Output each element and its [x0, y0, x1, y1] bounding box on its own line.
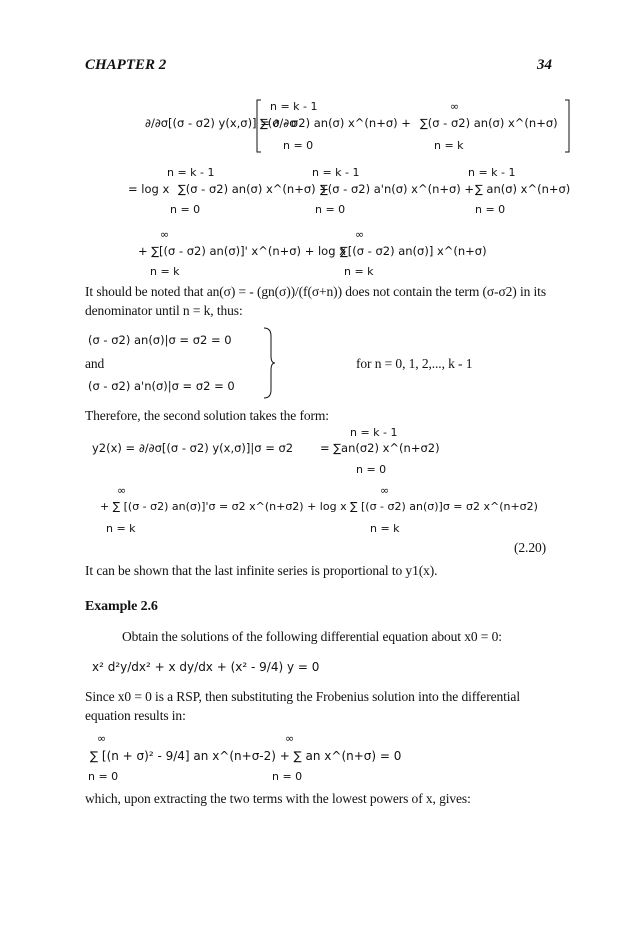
sum-upper-limit-infinity: ∞ — [380, 484, 390, 497]
ode-equation: x² d²y/dx² + x dy/dx + (x² - 9/4) y = 0 — [92, 660, 320, 674]
sum-upper-limit-infinity: ∞ — [450, 100, 460, 113]
sum-upper-limit: n = k - 1 — [312, 166, 360, 179]
sum-upper-limit-infinity: ∞ — [160, 228, 170, 241]
sum-upper-limit-infinity: ∞ — [117, 484, 127, 497]
sum-upper-limit: n = k - 1 — [468, 166, 516, 179]
y2-first-sum: = ∑an(σ2) x^(n+σ2) — [320, 441, 440, 455]
frobenius-equation: ∑ [(n + σ)² - 9/4] an x^(n+σ-2) + ∑ an x^(n+σ) = 0 — [90, 749, 402, 763]
equation-line2-prefix: = log x — [128, 182, 170, 196]
range-text: for n = 0, 1, 2,..., k - 1 — [356, 356, 473, 371]
sum-upper-limit: n = k - 1 — [167, 166, 215, 179]
sum-lower-limit: n = 0 — [315, 203, 346, 216]
equation-line2-term2: ∑(σ - σ2) a'n(σ) x^(n+σ) + — [320, 182, 475, 196]
sum-upper-limit-infinity: ∞ — [285, 732, 295, 745]
body-text: It should be noted that an(σ) = - (gn(σ))/(f(σ+n)) does not contain the term (σ-σ2) in its — [85, 284, 546, 299]
body-text: which, upon extracting the two terms with the lowest powers of x, gives: — [85, 791, 471, 806]
sum-lower-limit: n = 0 — [356, 463, 387, 476]
big-bracket — [255, 98, 575, 154]
sum-lower-limit: n = k — [434, 139, 464, 152]
sum-lower-limit: n = k — [344, 265, 374, 278]
y2-second-line: + ∑ [(σ - σ2) an(σ)]'σ = σ2 x^(n+σ2) + log x ∑ [(σ - σ2) an(σ)]σ = σ2 x^(n+σ2) — [100, 500, 538, 513]
chapter-heading: CHAPTER 2 — [85, 57, 167, 73]
body-text: equation results in: — [85, 708, 186, 723]
and-word: and — [85, 356, 105, 371]
sum-upper-limit: n = k - 1 — [270, 100, 318, 113]
equation-line1-term2: ∑(σ - σ2) an(σ) x^(n+σ) — [420, 116, 558, 130]
equation-line3-term1: + ∑[(σ - σ2) an(σ)]' x^(n+σ) + log x — [138, 244, 346, 258]
body-text: denominator until n = k, thus: — [85, 303, 243, 318]
example-heading: Example 2.6 — [85, 599, 158, 614]
body-text: Since x0 = 0 is a RSP, then substituting the Frobenius solution into the differential — [85, 689, 520, 704]
sum-lower-limit: n = k — [106, 522, 136, 535]
equation-line1-lhs: ∂/∂σ[(σ - σ2) y(x,σ)] = ∂/∂σ — [145, 116, 297, 130]
equation-line2-term3: ∑ an(σ) x^(n+σ) — [475, 182, 571, 196]
sum-lower-limit: n = k — [150, 265, 180, 278]
sum-lower-limit: n = 0 — [88, 770, 119, 783]
sum-lower-limit: n = 0 — [283, 139, 314, 152]
sum-lower-limit: n = 0 — [170, 203, 201, 216]
equation-line2-term1: ∑(σ - σ2) an(σ) x^(n+σ) + — [178, 182, 329, 196]
equation-line3-term2: ∑[(σ - σ2) an(σ)] x^(n+σ) — [340, 244, 487, 258]
page-number: 34 — [537, 57, 552, 73]
equation-number: (2.20) — [514, 540, 547, 555]
right-brace — [262, 326, 276, 400]
y2-definition: y2(x) = ∂/∂σ[(σ - σ2) y(x,σ)]|σ = σ2 — [92, 441, 294, 455]
body-text: Therefore, the second solution takes the form: — [85, 408, 329, 423]
equation-line1-term1: ∑(σ - σ2) an(σ) x^(n+σ) + — [260, 116, 411, 130]
sum-upper-limit-infinity: ∞ — [97, 732, 107, 745]
sum-lower-limit: n = 0 — [272, 770, 303, 783]
sum-lower-limit: n = 0 — [475, 203, 506, 216]
sum-upper-limit: n = k - 1 — [350, 426, 398, 439]
sum-upper-limit-infinity: ∞ — [355, 228, 365, 241]
body-text: Obtain the solutions of the following differential equation about x0 = 0: — [122, 629, 502, 644]
body-text: It can be shown that the last infinite series is proportional to y1(x). — [85, 563, 438, 578]
condition-2: (σ - σ2) a'n(σ)|σ = σ2 = 0 — [88, 379, 235, 393]
condition-1: (σ - σ2) an(σ)|σ = σ2 = 0 — [88, 333, 232, 347]
sum-lower-limit: n = k — [370, 522, 400, 535]
